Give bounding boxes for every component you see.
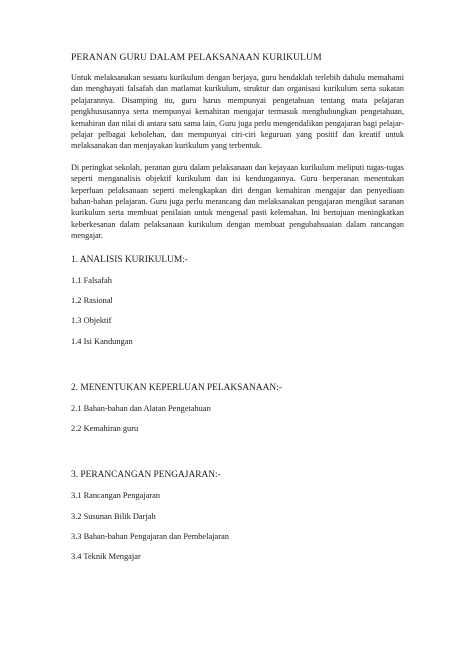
section-heading: 1. ANALISIS KURIKULUM:- [71, 254, 188, 265]
list-item: 3.3 Bahan-bahan Pengajaran dan Pembelajaran [71, 532, 229, 542]
section-spacer [71, 357, 404, 370]
section-keperluan-pelaksanaan [71, 383, 404, 433]
paragraph-intro: Untuk melaksanakan sesuatu kurikulum dengan berjaya, guru hendaklah terlebih dahulu memahami dan menghayati falsafah dan matlamat kurikulum, struktur dan organisasi kurikulum serta sukatan pelajarannya. Disamping itu, guru harus mempunyai pengetahuan tentang mata pelajaran pengkhususannya serta mempunyai kemahiran mengajar termasuk menghubungkan pengetahuan, kemahiran dan nilai di antara satu sama lain, Guru juga perlu mengendalikan pengajaran bagi pelajar-pelajar pelbagai kebolehan, dan mempunyai ciri-ciri keguruan yang positif dan kreatif untuk melaksanakan dan menjayakan kurikulum yang terbentuk. [71, 73, 404, 151]
paragraph-school-level: Di peringkat sekolah, peranan guru dalam pelaksanaan dan kejayaan kurikulum meliputi tugas-tugas seperti menganalisis objektif kurikulum dan isi kendungannya. Guru berperanan menentukan keperluan pelaksanaan seperti melengkapkan diri dengan kemahiran mengajar dan penyediaan bahan-bahan pelajaran. Guru juga perlu merancang dan melaksanakan pengajaran mengikut saranan kurikulum serta membuat penilaian untuk mengenal pasti kelemahan. Ini bertujuan meningkatkan keberkesanan dalam pelaksanaan kurikulum dengan membuat pengubahsuaian dalam rancangan mengajar. [71, 162, 404, 241]
list-item: 2.1 Bahan-bahan dan Alatan Pengetahuan [71, 403, 211, 413]
list-item: 1.2 Rasional [71, 295, 113, 305]
section-spacer [71, 444, 404, 457]
list-item: 3.1 Rancangan Pengajaran [71, 491, 161, 501]
list-item: 1.1 Falsafah [71, 275, 112, 285]
section-heading: 3. PERANCANGAN PENGAJARAN:- [71, 470, 221, 481]
section-analisis-kurikulum [71, 255, 404, 346]
list-item: 3.4 Teknik Mengajar [71, 552, 141, 562]
document-title: PERANAN GURU DALAM PELAKSANAAN KURIKULUM [71, 52, 322, 63]
section-perancangan-pengajaran [71, 470, 404, 561]
list-item: 1.3 Objektif [71, 316, 112, 326]
list-item: 1.4 Isi Kandungan [71, 336, 133, 346]
list-item: 3.2 Susunan Bilik Darjah [71, 511, 156, 521]
section-heading: 2. MENENTUKAN KEPERLUAN PELAKSANAAN:- [71, 382, 282, 393]
list-item: 2.2 Kemahiran guru [71, 424, 139, 434]
